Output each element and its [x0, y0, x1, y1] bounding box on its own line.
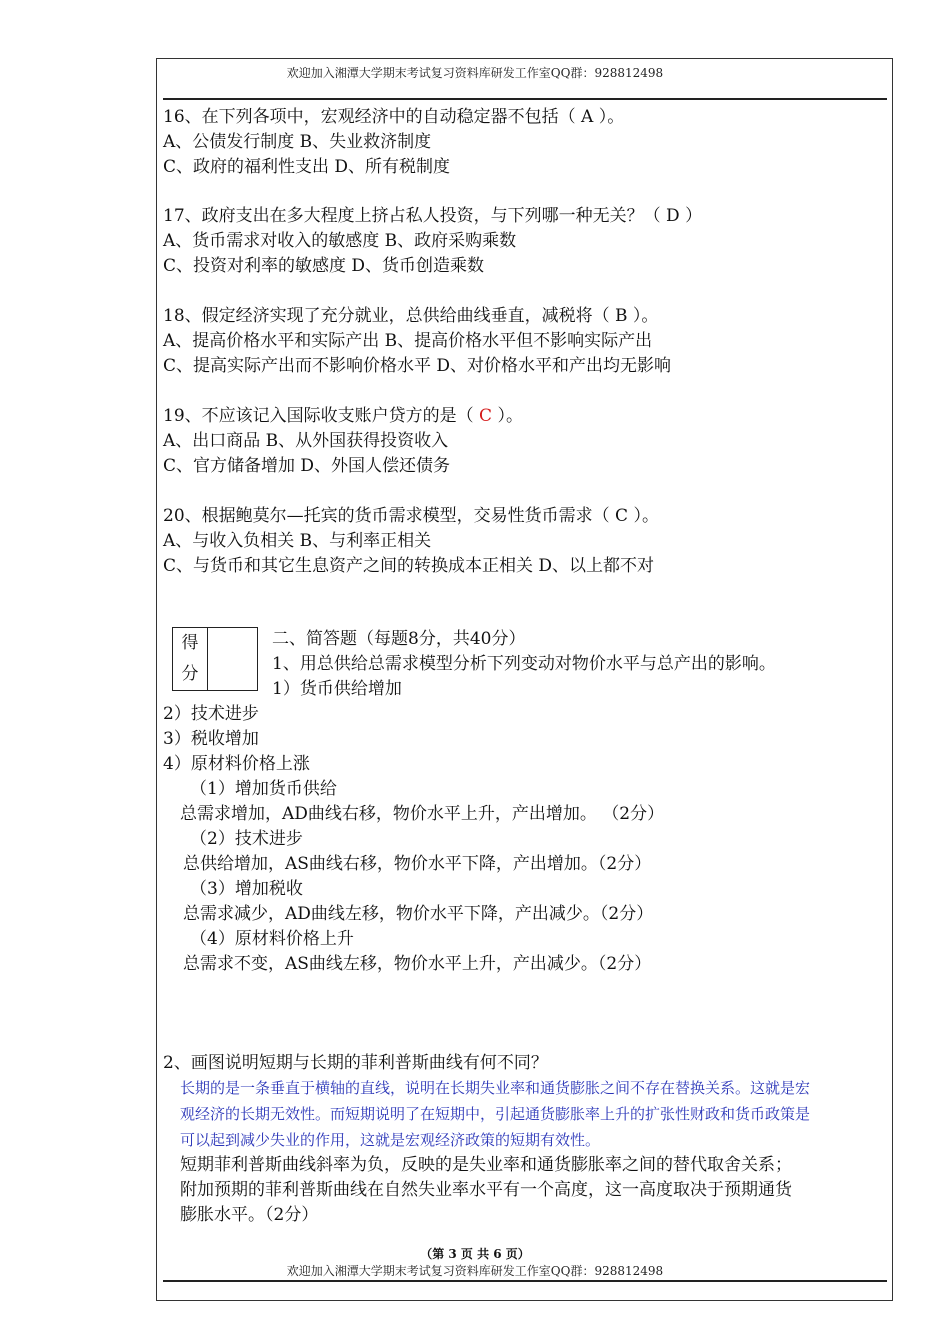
question-17-prompt: 17、政府支出在多大程度上挤占私人投资，与下列哪一种无关？（ D ） [163, 206, 703, 226]
question-20-options-2: C、与货币和其它生息资产之间的转换成本正相关 D、以上都不对 [163, 556, 655, 576]
score-label-bottom: 分 [181, 664, 199, 684]
score-label-cell [173, 628, 208, 690]
question-16-options-1: A、公债发行制度 B、失业救济制度 [163, 132, 432, 152]
question-18-options-1: A、提高价格水平和实际产出 B、提高价格水平但不影响实际产出 [163, 331, 653, 351]
header-rule [163, 98, 887, 100]
question-20-options-1: A、与收入负相关 B、与利率正相关 [163, 531, 432, 551]
section-2-q1-prompt: 1、用总供给总需求模型分析下列变动对物价水平与总产出的影响。 [272, 654, 776, 674]
score-box [172, 627, 258, 691]
answer-2-heading: （2）技术进步 [190, 829, 303, 849]
q2-answer-line-3: 膨胀水平。（2分） [180, 1205, 319, 1225]
section-2-q1-item-4: 4）原材料价格上涨 [163, 754, 310, 774]
q2-highlight-line-2: 观经济的长期无效性。而短期说明了在短期中，引起通货膨胀率上升的扩张性财政和货币政策是 [180, 1105, 811, 1123]
q2-highlight-line-3: 可以起到减少失业的作用，这就是宏观经济政策的短期有效性。 [180, 1131, 601, 1149]
question-16-options-2: C、政府的福利性支出 D、所有税制度 [163, 157, 451, 177]
question-19-answer: C [479, 406, 493, 426]
section-2-q1-item-2: 2）技术进步 [163, 704, 259, 724]
score-label-top: 得 [181, 633, 199, 653]
page-indicator: （第 3 页 共 6 页） [420, 1247, 530, 1261]
answer-4-body: 总需求不变，AS曲线左移，物价水平上升，产出减少。（2分） [183, 954, 652, 974]
answer-3-body: 总需求减少，AD曲线左移，物价水平下降，产出减少。（2分） [183, 904, 654, 924]
question-18-options-2: C、提高实际产出而不影响价格水平 D、对价格水平和产出均无影响 [163, 356, 672, 376]
question-19-options-2: C、官方储备增加 D、外国人偿还债务 [163, 456, 451, 476]
question-18-prompt: 18、假定经济实现了充分就业，总供给曲线垂直，减税将（ B ）。 [163, 306, 659, 326]
question-19-options-1: A、出口商品 B、从外国获得投资收入 [163, 431, 449, 451]
question-17-options-1: A、货币需求对收入的敏感度 B、政府采购乘数 [163, 231, 517, 251]
question-17-options-2: C、投资对利率的敏感度 D、货币创造乘数 [163, 256, 485, 276]
q2-answer-line-1: 短期菲利普斯曲线斜率为负，反映的是失业率和通货膨胀率之间的替代取舍关系； [180, 1155, 792, 1175]
footer-rule [163, 1280, 887, 1282]
answer-2-body: 总供给增加，AS曲线右移，物价水平下降，产出增加。（2分） [183, 854, 652, 874]
answer-3-heading: （3）增加税收 [190, 879, 303, 899]
section-2-q2-prompt: 2、画图说明短期与长期的菲利普斯曲线有何不同？ [163, 1053, 548, 1073]
question-19-prompt: 19、不应该记入国际收支账户贷方的是（ C ）。 [163, 406, 523, 426]
section-2-title: 二、简答题（每题8分，共40分） [272, 629, 526, 649]
question-16-prompt: 16、在下列各项中，宏观经济中的自动稳定器不包括（ A ）。 [163, 107, 625, 127]
footer-banner: 欢迎加入湘潭大学期末考试复习资料库研发工作室QQ群：928812498 [286, 1264, 664, 1278]
answer-1-body: 总需求增加，AD曲线右移，物价水平上升，产出增加。 （2分） [180, 804, 665, 824]
answer-1-heading: （1）增加货币供给 [190, 779, 337, 799]
answer-4-heading: （4）原材料价格上升 [190, 929, 354, 949]
q2-answer-line-2: 附加预期的菲利普斯曲线在自然失业率水平有一个高度，这一高度取决于预期通货 [180, 1180, 792, 1200]
q2-highlight-line-1: 长期的是一条垂直于横轴的直线，说明在长期失业率和通货膨胀之间不存在替换关系。这就是宏 [180, 1079, 811, 1097]
header-banner: 欢迎加入湘潭大学期末考试复习资料库研发工作室QQ群：928812498 [286, 66, 664, 80]
question-20-prompt: 20、根据鲍莫尔—托宾的货币需求模型，交易性货币需求（ C ）。 [163, 506, 659, 526]
section-2-q1-item-1: 1）货币供给增加 [272, 679, 402, 699]
section-2-q1-item-3: 3）税收增加 [163, 729, 259, 749]
